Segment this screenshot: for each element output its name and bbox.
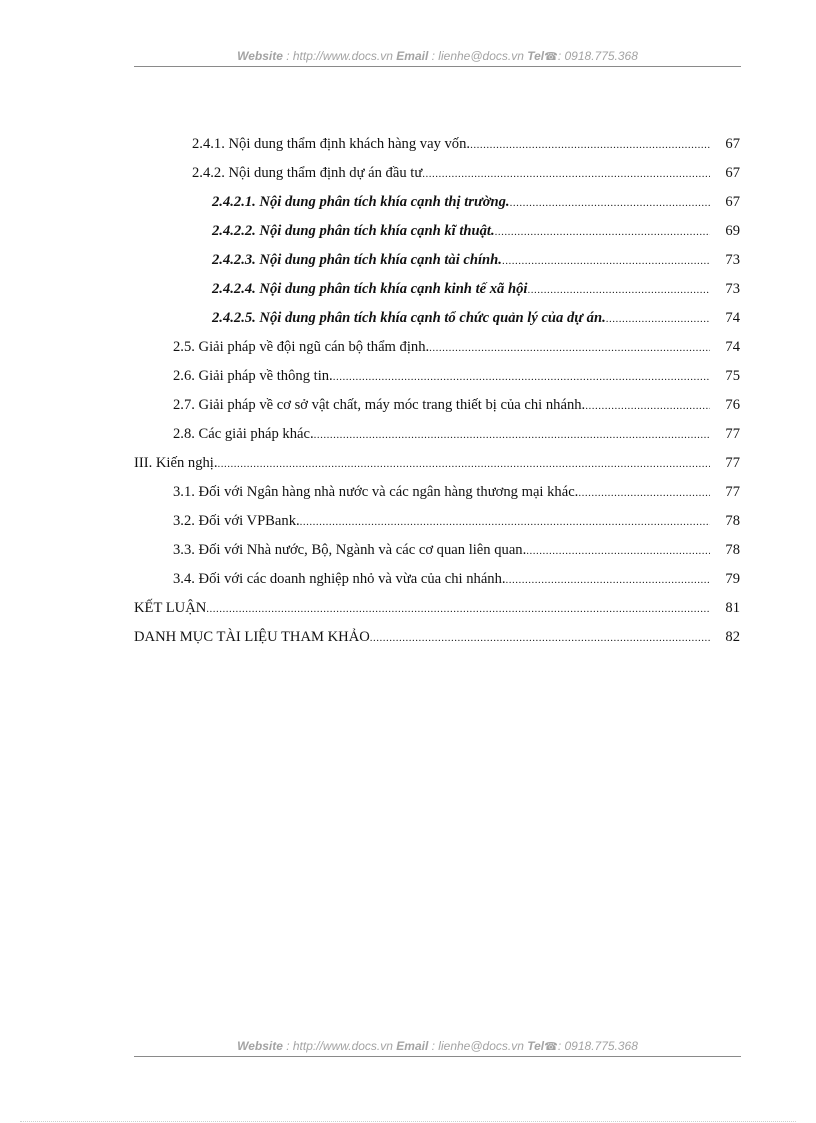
toc-dot-leader — [422, 160, 710, 189]
toc-page-number: 73 — [725, 281, 740, 297]
website-url: : http://www.docs.vn — [286, 49, 393, 63]
toc-dot-leader — [370, 624, 710, 653]
toc-entry-3-1 — [134, 478, 740, 507]
toc-page-number: 67 — [725, 194, 740, 210]
toc-entry-title: 2.6. Giải pháp về thông tin. — [173, 368, 333, 384]
email-address: : lienhe@docs.vn — [431, 1039, 524, 1053]
toc-entry-2-6 — [134, 362, 740, 391]
email-label: Email — [396, 1039, 429, 1053]
toc-entry-title: 3.3. Đối với Nhà nước, Bộ, Ngành và các cơ quan liên quan. — [173, 542, 527, 558]
toc-entry-title: 2.4.2.2. Nội dung phân tích khía cạnh kĩ thuật. — [212, 223, 495, 239]
toc-dot-leader — [606, 305, 710, 334]
toc-page-number: 76 — [725, 397, 740, 413]
toc-page-number: 77 — [725, 455, 740, 471]
tel-number: : 0918.775.368 — [557, 1039, 638, 1053]
email-label: Email — [396, 49, 429, 63]
phone-icon: ☎ — [544, 51, 558, 63]
page-header — [134, 48, 741, 67]
toc-entry-title: 2.4.1. Nội dung thẩm định khách hàng vay vốn. — [192, 136, 471, 152]
toc-dot-leader — [206, 595, 710, 624]
toc-entry-title: DANH MỤC TÀI LIỆU THAM KHẢO — [134, 629, 370, 645]
toc-entry-title: III. Kiến nghị. — [134, 455, 218, 471]
toc-dot-leader — [502, 247, 710, 276]
toc-dot-leader — [526, 537, 710, 566]
toc-entry-title: KẾT LUẬN — [134, 600, 207, 616]
website-url: : http://www.docs.vn — [286, 1039, 393, 1053]
toc-entry-2-5 — [134, 333, 740, 362]
toc-entry-title: 2.4.2.1. Nội dung phân tích khía cạnh thị trường. — [212, 194, 510, 210]
toc-page-number: 74 — [725, 310, 740, 326]
toc-dot-leader — [429, 334, 710, 363]
toc-entry-references — [134, 623, 740, 652]
toc-dot-leader — [218, 450, 711, 479]
toc-page-number: 69 — [725, 223, 740, 239]
toc-entry-2-8 — [134, 420, 740, 449]
toc-entry-title: 2.5. Giải pháp về đội ngũ cán bộ thẩm định. — [173, 339, 430, 355]
toc-dot-leader — [527, 276, 710, 305]
toc-entry-title: 2.4.2.4. Nội dung phân tích khía cạnh kinh tế xã hội — [212, 281, 528, 297]
toc-entry-2-4-2-3 — [134, 246, 740, 275]
toc-page-number: 81 — [725, 600, 740, 616]
toc-entry-title: 2.8. Các giải pháp khác. — [173, 426, 314, 442]
toc-page-number: 75 — [725, 368, 740, 384]
toc-dot-leader — [495, 218, 710, 247]
toc-entry-title: 3.2. Đối với VPBank. — [173, 513, 300, 529]
toc-entry-2-4-2-5 — [134, 304, 740, 333]
toc-entry-2-4-2-4 — [134, 275, 740, 304]
tel-number: : 0918.775.368 — [557, 49, 638, 63]
toc-dot-leader — [314, 421, 710, 450]
toc-entry-3-4 — [134, 565, 740, 594]
toc-page-number: 73 — [725, 252, 740, 268]
toc-entry-title: 2.4.2.5. Nội dung phân tích khía cạnh tổ chức quản lý của dự án. — [212, 310, 606, 326]
tel-label: Tel — [527, 1039, 545, 1053]
website-label: Website — [237, 1039, 283, 1053]
toc-dot-leader — [470, 131, 710, 160]
toc-entry-2-4-2-2 — [134, 217, 740, 246]
toc-entry-title: 2.4.2. Nội dung thẩm định dự án đầu tư — [192, 165, 423, 181]
toc-entry-title: 2.4.2.3. Nội dung phân tích khía cạnh tài chính. — [212, 252, 502, 268]
toc-page-number: 77 — [725, 484, 740, 500]
toc-entry-title: 2.7. Giải pháp về cơ sở vật chất, máy móc trang thiết bị của chi nhánh. — [173, 397, 586, 413]
toc-dot-leader — [300, 508, 710, 537]
toc-entry-2-4-2 — [134, 159, 740, 188]
toc-entry-2-4-1 — [134, 130, 740, 159]
toc-dot-leader — [506, 566, 710, 595]
toc-dot-leader — [333, 363, 710, 392]
toc-page-number: 77 — [725, 426, 740, 442]
email-address: : lienhe@docs.vn — [431, 49, 524, 63]
page-footer — [134, 1038, 741, 1057]
toc-entry-3-2 — [134, 507, 740, 536]
toc-page-number: 78 — [725, 542, 740, 558]
toc-dot-leader — [578, 479, 710, 508]
phone-icon: ☎ — [544, 1041, 558, 1053]
website-label: Website — [237, 49, 283, 63]
toc-entry-title: 3.1. Đối với Ngân hàng nhà nước và các ngân hàng thương mại khác. — [173, 484, 579, 500]
toc-page-number: 67 — [725, 136, 740, 152]
toc-entry-2-4-2-1 — [134, 188, 740, 217]
toc-dot-leader — [510, 189, 710, 218]
tel-label: Tel — [527, 49, 545, 63]
toc-page-number: 74 — [725, 339, 740, 355]
toc-entry-2-7 — [134, 391, 740, 420]
toc-entry-title: 3.4. Đối với các doanh nghiệp nhỏ và vừa của chi nhánh. — [173, 571, 506, 587]
toc-entry-ket-luan — [134, 594, 740, 623]
toc-page-number: 67 — [725, 165, 740, 181]
toc-entry-iii — [134, 449, 740, 478]
toc-dot-leader — [585, 392, 710, 421]
table-of-contents — [134, 130, 740, 652]
page-edge-divider — [20, 1121, 796, 1122]
toc-page-number: 79 — [725, 571, 740, 587]
toc-entry-3-3 — [134, 536, 740, 565]
toc-page-number: 82 — [725, 629, 740, 645]
toc-page-number: 78 — [725, 513, 740, 529]
